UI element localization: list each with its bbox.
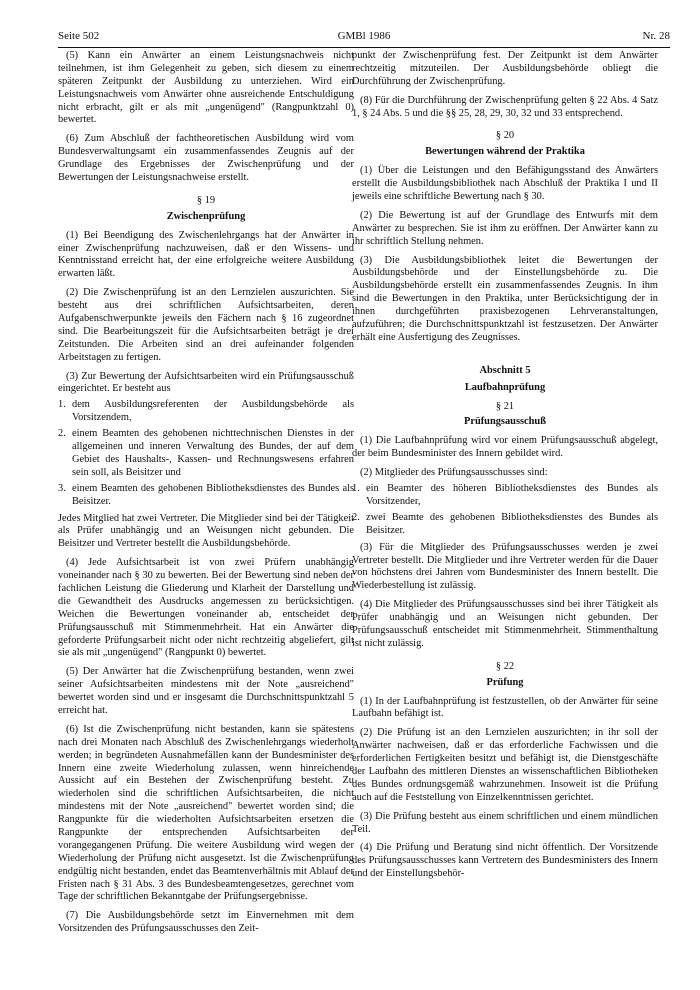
journal-title: GMBl 1986 [337, 30, 391, 42]
section-title: Zwischenprüfung [166, 210, 246, 222]
right-column [352, 50, 658, 887]
paragraph: (5) Kann ein Anwärter an einem Leistungsnachweis nicht teilnehmen, ist ihm Gelegenheit zu geben, sich diesem zu einem späteren Zeitpunkt der Ausbildung zu unterziehen. Wird ein Leistungsnachweis vom Anwärter ohne ausreichende Entschuldigung nicht erbracht, gilt er als mit „ungenügend" (Rangpunktzahl 0) bewertet. [58, 50, 354, 126]
issue-number: Nr. 28 [642, 30, 670, 42]
paragraph: (2) Die Bewertung ist auf der Grundlage des Entwurfs mit dem Anwärter zu besprechen. Sie ist ihm zu eröffnen. Der Anwärter kann zu ihr schriftlich Stellung nehmen. [352, 209, 658, 247]
committee-list [352, 483, 658, 538]
paragraph: (6) Zum Abschluß der fachtheoretischen Ausbildung wird vom Bundesverwaltungsamt ein zusammenfassendes Zeugnis auf der Grundlage des Ergebnisses der Zwischenprüfung und der Bewertungen der Leistungsnachweise erstellt. [58, 133, 354, 184]
header-rule [58, 47, 670, 48]
page-number: Seite 502 [58, 30, 100, 42]
list-item-text: zwei Beamte des gehobenen Bibliotheksdienstes des Bundes als Beisitzer. [366, 511, 658, 536]
list-item-text: einem Beamten des gehobenen Bibliotheksdienstes des Bundes als Beisitzer. [72, 482, 354, 507]
paragraph: (1) In der Laufbahnprüfung ist festzustellen, ob der Anwärter für seine Laufbahn befähigt ist. [352, 695, 658, 720]
paragraph: (3) Für die Mitglieder des Prüfungsausschusses werden je zwei Vertreter bestellt. Die Mitglieder und ihre Vertreter werden für die Dauer von höchstens drei Jahren vom Bundesminister des Innern bestellt. Die Wiederbestellung ist zulässig. [352, 541, 658, 592]
paragraph: (3) Zur Bewertung der Aufsichtsarbeiten wird ein Prüfungsausschuß eingerichtet. Er besteht aus [58, 370, 354, 395]
paragraph: (1) Über die Leistungen und den Befähigungsstand des Anwärters erstellt die Ausbildungsbibliothek nach Abschluß der Praktika I und II jeweils eine schriftliche Bewertung nach § 30. [352, 165, 658, 203]
paragraph: Jedes Mitglied hat zwei Vertreter. Die Mitglieder sind bei der Tätigkeit als Prüfer unabhängig und an Weisungen nicht gebunden. Die Beisitzer und Vertreter bestellt die Ausbildungsbehörde. [58, 512, 354, 550]
paragraph: (1) Die Laufbahnprüfung wird vor einem Prüfungsausschuß abgelegt, der beim Bundesminister des Innern gebildet wird. [352, 435, 658, 460]
list-item-number: 1. [58, 399, 66, 411]
paragraph: (3) Die Ausbildungsbibliothek leitet die Bewertungen der Ausbildungsbehörde und der Einstellungsbehörde zu. Die Ausbildungsbehörde erstellt ein zusammenfassendes Zeugnis. In ihm sind die Bewertungen in den Praktika, unter Berücksichtigung der in ihnen durchgeführten praxisbezogenen Lehrveranstaltungen, aufzuführen; die Durchschnittspunktzahl ist festzusetzen. Der Anwärter erhält eine Ausfertigung des Zeugnisses. [352, 254, 658, 343]
list-item [58, 483, 354, 509]
section-number: § 19 [196, 194, 216, 206]
page-header [58, 30, 670, 46]
section-number: § 22 [495, 660, 515, 672]
chapter-title: Laufbahnprüfung [464, 381, 546, 393]
left-column [58, 50, 354, 942]
list-item-text: einem Beamten des gehobenen nichttechnischen Dienstes in der allgemeinen und inneren Verwaltung des Bundes, der auf dem Gebiet des Haushalts-, Kassen- und Rechnungswesens erfahren sein soll, als Beisitzer und [72, 428, 354, 478]
paragraph: (6) Ist die Zwischenprüfung nicht bestanden, kann sie spätestens nach drei Monaten nach Abschluß des Zwischenlehrgangs wiederholt werden; in begründeten Ausnahmefällen kann der Bundesminister des Innern eine zweite Wiederholung zulassen, wenn hinreichende Aussicht auf ein Bestehen der Zwischenprüfung besteht. Zu wiederholen sind die schriftlichen Aufsichtsarbeiten, die nicht mindestens mit der Note „ausreichend" bewertet worden sind; die Rangpunkte für die wiederholten Aufsichtsarbeiten ersetzen die Rangpunkte der entsprechenden Aufsichtsarbeiten der vorangegangenen Prüfung. Die weitere Ausbildung wird wegen der Wiederholung der Prüfung nicht ausgesetzt. Ist die Zwischenprüfung endgültig nicht bestanden, endet das Beamtenverhältnis mit Ablauf der Fristen nach § 31 Abs. 3 des Bundesbeamtengesetzes, gerechnet vom Tage der schriftlichen Bekanntgabe der Prüfungsergebnisse. [58, 723, 354, 903]
paragraph: punkt der Zwischenprüfung fest. Der Zeitpunkt ist dem Anwärter rechtzeitig mitzuteilen. Der Ausbildungsbehörde obliegt die Durchführung der Zwischenprüfung. [352, 50, 658, 87]
list-item [58, 428, 354, 480]
paragraph: (5) Der Anwärter hat die Zwischenprüfung bestanden, wenn zwei seiner Aufsichtsarbeiten mindestens mit der Note „ausreichend" bewertet worden sind und er insgesamt die Durchschnittspunktzahl 5 erreicht hat. [58, 666, 354, 716]
list-item-number: 3. [58, 482, 66, 494]
list-item-number: 1. [352, 483, 360, 495]
paragraph: (4) Die Mitglieder des Prüfungsausschusses sind bei ihrer Tätigkeit als Prüfer unabhängig und an Weisungen nicht gebunden. Der Prüfungsausschuß entscheidet mit Stimmenmehrheit. Stimmenthaltung ist nicht zulässig. [352, 599, 658, 649]
paragraph: (2) Die Prüfung ist an den Lernzielen auszurichten; in ihr soll der Anwärter nachweisen, daß er das erforderliche Fachwissen und die erforderlichen Fertigkeiten besitzt und befähigt ist, die Dienstgeschäfte der Laufbahn des mittleren Dienstes an wissenschaftlichen Bibliotheken des Bundes ordnungsgemäß wahrzunehmen. Insoweit ist die Prüfung auch auf die Feststellung von Einzelkenntnissen gerichtet. [352, 727, 658, 803]
paragraph: (4) Jede Aufsichtsarbeit ist von zwei Prüfern unabhängig voneinander nach § 30 zu bewerten. Bei der Bewertung sind neben der fachlichen Leistung die Gliederung und Klarheit der Darstellung und die Gewandtheit des Ausdrucks angemessen zu berücksichtigen. Weichen die Bewertungen voneinander ab, entscheidet der Prüfungsausschuß mit Stimmenmehrheit. Hat ein Anwärter die geforderte Prüfungsarbeit nicht oder nicht rechtzeitig abgeliefert, gilt sie als mit „ungenügend" (Rangpunkt 0) bewertet. [58, 557, 354, 659]
section-number: § 20 [495, 130, 515, 142]
paragraph: (3) Die Prüfung besteht aus einem schriftlichen und einem mündlichen Teil. [352, 810, 658, 835]
section-number: § 21 [495, 400, 515, 412]
section-title: Prüfung [486, 676, 524, 688]
list-item-text: dem Ausbildungsreferenten der Ausbildungsbehörde als Vorsitzendem, [72, 399, 354, 424]
list-item-number: 2. [352, 511, 360, 523]
paragraph: (4) Die Prüfung und Beratung sind nicht öffentlich. Der Vorsitzende des Prüfungsausschusses kann Vertretern des Bundesministers des Innern und der Einstellungsbehör- [352, 842, 658, 880]
paragraph: (8) Für die Durchführung der Zwischenprüfung gelten § 22 Abs. 4 Satz 1, § 24 Abs. 5 und die §§ 25, 28, 29, 30, 32 und 33 entsprechend. [352, 94, 658, 119]
list-item [352, 512, 658, 538]
list-item-number: 2. [58, 428, 66, 440]
paragraph: (2) Die Zwischenprüfung ist an den Lernzielen auszurichten. Sie besteht aus drei schriftlichen Aufsichtsarbeiten, deren Aufgabenschwerpunkte jeweils den Fächern nach § 16 zugeordnet sind. Die Bearbeitungszeit für die Aufsichtsarbeiten beträgt je drei Zeitstunden. Die Arbeiten sind an drei aufeinander folgenden Arbeitstagen zu fertigen. [58, 287, 354, 363]
paragraph: (1) Bei Beendigung des Zwischenlehrgangs hat der Anwärter in einer Zwischenprüfung nachzuweisen, daß er den Wissens- und Kenntnisstand erreicht hat, der eine erfolgreiche weitere Ausbildung erwarten läßt. [58, 229, 354, 280]
list-item [58, 399, 354, 425]
section-title: Bewertungen während der Praktika [425, 146, 585, 158]
chapter-number: Abschnitt 5 [479, 364, 531, 376]
section-title: Prüfungsausschuß [463, 416, 546, 428]
committee-list [58, 399, 354, 508]
paragraph: (2) Mitglieder des Prüfungsausschusses sind: [360, 467, 548, 479]
list-item-text: ein Beamter des höheren Bibliotheksdienstes des Bundes als Vorsitzender, [366, 483, 658, 507]
list-item [352, 483, 658, 509]
paragraph: (7) Die Ausbildungsbehörde setzt im Einvernehmen mit dem Vorsitzenden des Prüfungsausschusses den Zeit- [58, 910, 354, 935]
